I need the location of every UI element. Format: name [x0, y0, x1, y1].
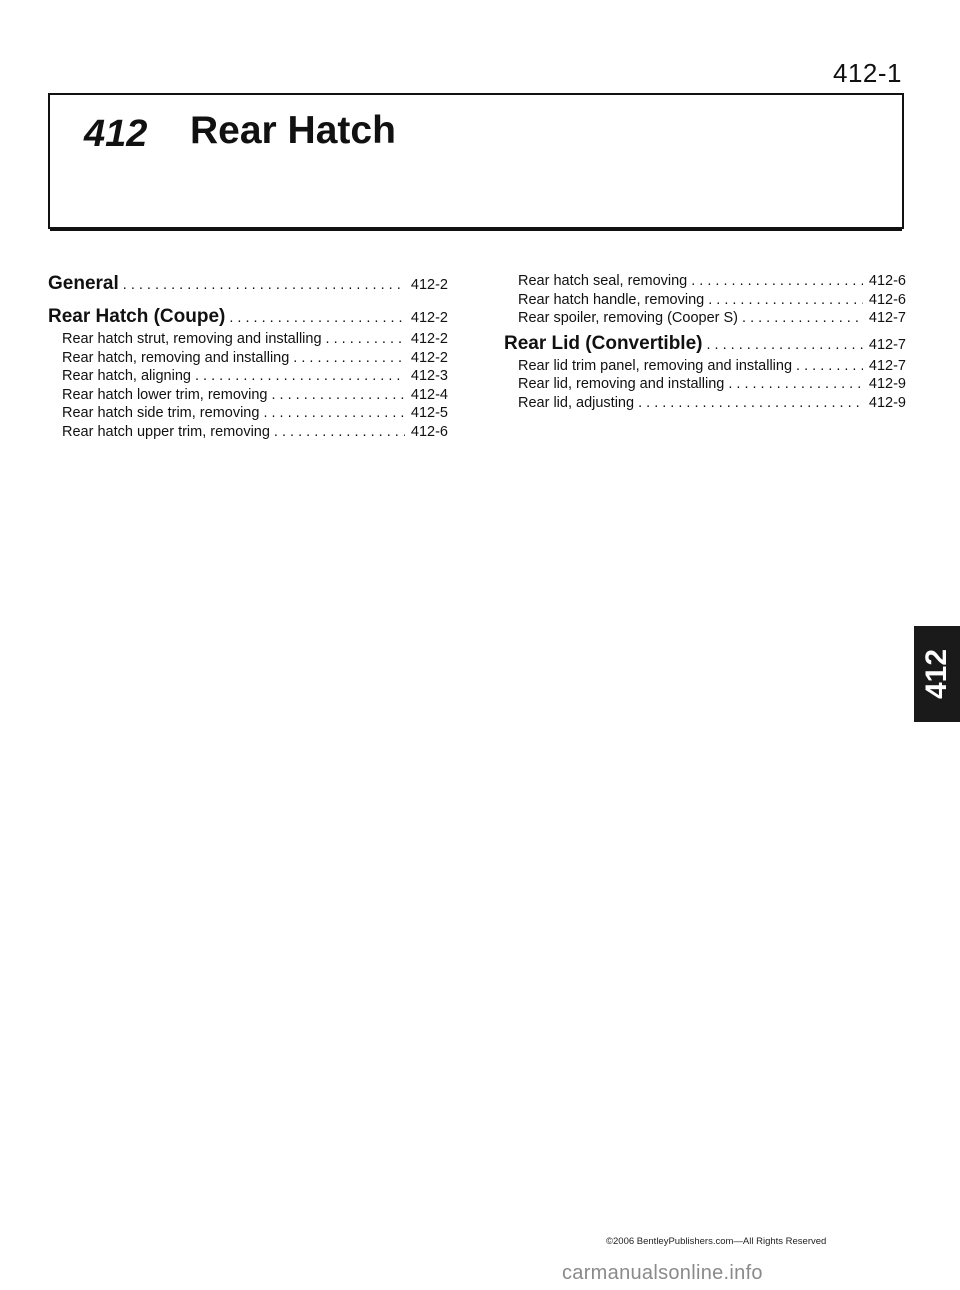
- toc-entry[interactable]: [504, 309, 906, 328]
- toc-entry-label: Rear hatch seal, removing: [518, 273, 688, 289]
- chapter-title-box: [48, 93, 904, 229]
- leader-dots: [326, 330, 405, 349]
- toc-entry-label: Rear Lid (Convertible): [504, 332, 703, 354]
- leader-dots: [796, 357, 863, 376]
- toc-entry-page: 412-4: [410, 386, 448, 403]
- toc-entry-page: 412-7: [868, 336, 906, 353]
- toc-entry-page: 412-2: [410, 349, 448, 366]
- chapter-title: Rear Hatch: [190, 109, 396, 152]
- toc-entry-page: 412-2: [410, 331, 448, 347]
- toc-entry-page: 412-5: [410, 405, 448, 421]
- section-tab[interactable]: [914, 626, 960, 722]
- toc-entry-page: 412-7: [868, 357, 906, 374]
- toc-entry-page: 412-2: [410, 310, 448, 326]
- copyright-notice: ©2006 BentleyPublishers.com—All Rights Reserved: [606, 1236, 827, 1247]
- leader-dots: [728, 375, 863, 394]
- toc-entry-page: 412-3: [410, 368, 448, 384]
- leader-dots: [742, 309, 863, 328]
- toc-entry-page: 412-9: [868, 394, 906, 411]
- toc-entry[interactable]: [504, 375, 906, 394]
- section-tab-label: 412: [920, 648, 953, 700]
- watermark: carmanualsonline.info: [562, 1262, 763, 1284]
- toc-entry[interactable]: [504, 357, 906, 376]
- leader-dots: [708, 291, 863, 310]
- leader-dots: [263, 404, 404, 423]
- toc-left-column: [48, 272, 448, 441]
- leader-dots: [123, 273, 405, 297]
- toc-entry-rear-lid-convertible[interactable]: [504, 332, 906, 357]
- leader-dots: [691, 272, 863, 291]
- toc-entry-page: 412-6: [868, 291, 906, 308]
- toc-entry-label: Rear hatch handle, removing: [518, 291, 705, 308]
- toc-entry-label: Rear hatch strut, removing and installing: [62, 331, 322, 347]
- leader-dots: [638, 394, 863, 413]
- toc-entry-label: Rear lid trim panel, removing and installing: [518, 357, 793, 374]
- toc-entry-rear-hatch-coupe[interactable]: [48, 305, 448, 330]
- toc-entry-page: 412-7: [868, 310, 906, 326]
- leader-dots: [293, 349, 405, 368]
- toc-entry-page: 412-6: [410, 423, 448, 440]
- toc-entry-label: Rear lid, adjusting: [518, 394, 635, 411]
- toc-entry[interactable]: [48, 404, 448, 423]
- leader-dots: [274, 423, 405, 442]
- toc-entry[interactable]: [48, 386, 448, 405]
- toc-entry-label: Rear spoiler, removing (Cooper S): [518, 310, 739, 326]
- page-number: 412-1: [833, 58, 902, 88]
- toc-entry-page: 412-9: [868, 376, 906, 392]
- leader-dots: [706, 333, 862, 357]
- toc-entry[interactable]: [48, 330, 448, 349]
- chapter-number: 412: [84, 113, 148, 155]
- leader-dots: [229, 306, 405, 330]
- toc-entry[interactable]: [48, 349, 448, 368]
- toc-entry-label: Rear hatch, removing and installing: [62, 349, 290, 366]
- toc-entry-label: Rear hatch upper trim, removing: [62, 423, 270, 440]
- leader-dots: [272, 386, 405, 405]
- toc-entry-label: General: [48, 273, 119, 294]
- toc-right-column: [504, 272, 906, 412]
- toc-entry[interactable]: [48, 367, 448, 386]
- toc-entry-label: Rear hatch lower trim, removing: [62, 386, 268, 403]
- toc-entry-general[interactable]: [48, 272, 448, 297]
- leader-dots: [195, 367, 405, 386]
- toc-entry-label: Rear hatch side trim, removing: [62, 405, 260, 421]
- toc-entry-label: Rear hatch, aligning: [62, 368, 191, 384]
- toc-entry[interactable]: [504, 394, 906, 413]
- toc-entry-label: Rear Hatch (Coupe): [48, 306, 226, 327]
- toc-entry[interactable]: [504, 272, 906, 291]
- toc-entry[interactable]: [504, 291, 906, 310]
- toc-entry[interactable]: [48, 423, 448, 442]
- toc-entry-page: 412-2: [410, 277, 448, 293]
- toc-entry-page: 412-6: [868, 273, 906, 289]
- toc-entry-label: Rear lid, removing and installing: [518, 376, 725, 392]
